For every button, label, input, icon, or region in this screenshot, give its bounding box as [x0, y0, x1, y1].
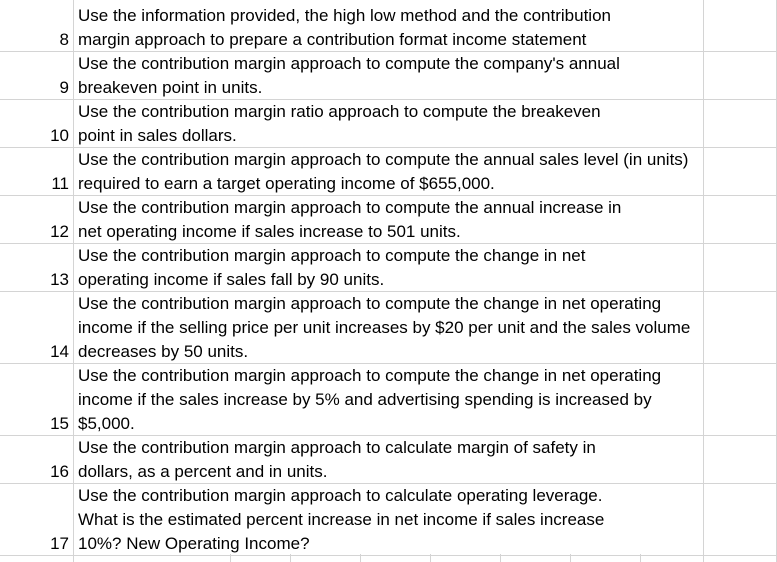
grid-tick [360, 554, 361, 562]
cell-text-line: required to earn a target operating income of $655,000. [78, 174, 495, 193]
cell-text-line: point in sales dollars. [78, 126, 237, 145]
table-row[interactable] [0, 52, 777, 100]
row-number: 10 [50, 126, 69, 145]
cell-text-line: breakeven point in units. [78, 78, 263, 97]
cell-text-line: Use the contribution margin approach to compute the change in net [78, 246, 586, 265]
cell-text-line: Use the information provided, the high low method and the contribution [78, 6, 611, 25]
cell-text-line: Use the contribution margin approach to calculate margin of safety in [78, 438, 596, 457]
cell-text-line: Use the contribution margin approach to calculate operating leverage. [78, 486, 603, 505]
question-cell[interactable] [74, 436, 764, 484]
row-number: 12 [50, 222, 69, 241]
row-number: 11 [51, 174, 69, 193]
row-number: 16 [50, 462, 69, 481]
cell-text-line: decreases by 50 units. [78, 342, 249, 361]
cell-text-line: Use the contribution margin approach to compute the annual increase in [78, 198, 622, 217]
question-cell[interactable] [74, 292, 764, 364]
cell-text-line: Use the contribution margin ratio approach to compute the breakeven [78, 102, 601, 121]
table-row[interactable] [0, 4, 777, 52]
table-row[interactable] [0, 100, 777, 148]
grid-tick [290, 554, 291, 562]
cell-text-line: income if the sales increase by 5% and advertising spending is increased by [78, 390, 652, 409]
grid-tick [430, 554, 431, 562]
row-number: 8 [59, 30, 69, 49]
row-number: 15 [50, 414, 69, 433]
cell-text-line: What is the estimated percent increase in net income if sales increase [78, 510, 605, 529]
cell-text-line: net operating income if sales increase to 501 units. [78, 222, 461, 241]
cell-text-line: Use the contribution margin approach to compute the change in net operating [78, 294, 662, 313]
grid-tick [500, 554, 501, 562]
question-cell[interactable] [74, 100, 764, 148]
grid-tick [570, 554, 571, 562]
cell-text-line: 10%? New Operating Income? [78, 534, 310, 553]
row-number: 9 [59, 78, 69, 97]
cell-text-line: margin approach to prepare a contribution format income statement [78, 30, 587, 49]
grid-tick [230, 554, 231, 562]
row-number: 17 [50, 534, 69, 553]
question-cell[interactable] [74, 244, 764, 292]
cell-text-line: operating income if sales fall by 90 units. [78, 270, 385, 289]
question-cell[interactable] [74, 196, 764, 244]
cell-text-line: $5,000. [78, 414, 135, 433]
cell-text-line: dollars, as a percent and in units. [78, 462, 328, 481]
grid-tick [640, 554, 641, 562]
table-row[interactable] [0, 244, 777, 292]
table-row[interactable] [0, 196, 777, 244]
cell-text-line: Use the contribution margin approach to compute the change in net operating [78, 366, 662, 385]
table-row[interactable] [0, 484, 777, 556]
table-row[interactable] [0, 292, 777, 364]
cell-text-line: income if the selling price per unit increases by $20 per unit and the sales volume [78, 318, 691, 337]
cell-text-line: Use the contribution margin approach to compute the company's annual [78, 54, 620, 73]
row-number: 14 [50, 342, 69, 361]
question-cell[interactable] [74, 484, 764, 556]
cell-text-line: Use the contribution margin approach to compute the annual sales level (in units) [78, 150, 689, 169]
table-row[interactable] [0, 436, 777, 484]
question-cell[interactable] [74, 52, 764, 100]
table-row[interactable] [0, 148, 777, 196]
table-row[interactable] [0, 364, 777, 436]
question-cell[interactable] [74, 148, 764, 196]
row-number: 13 [50, 270, 69, 289]
question-cell[interactable] [74, 4, 764, 52]
question-cell[interactable] [74, 364, 764, 436]
